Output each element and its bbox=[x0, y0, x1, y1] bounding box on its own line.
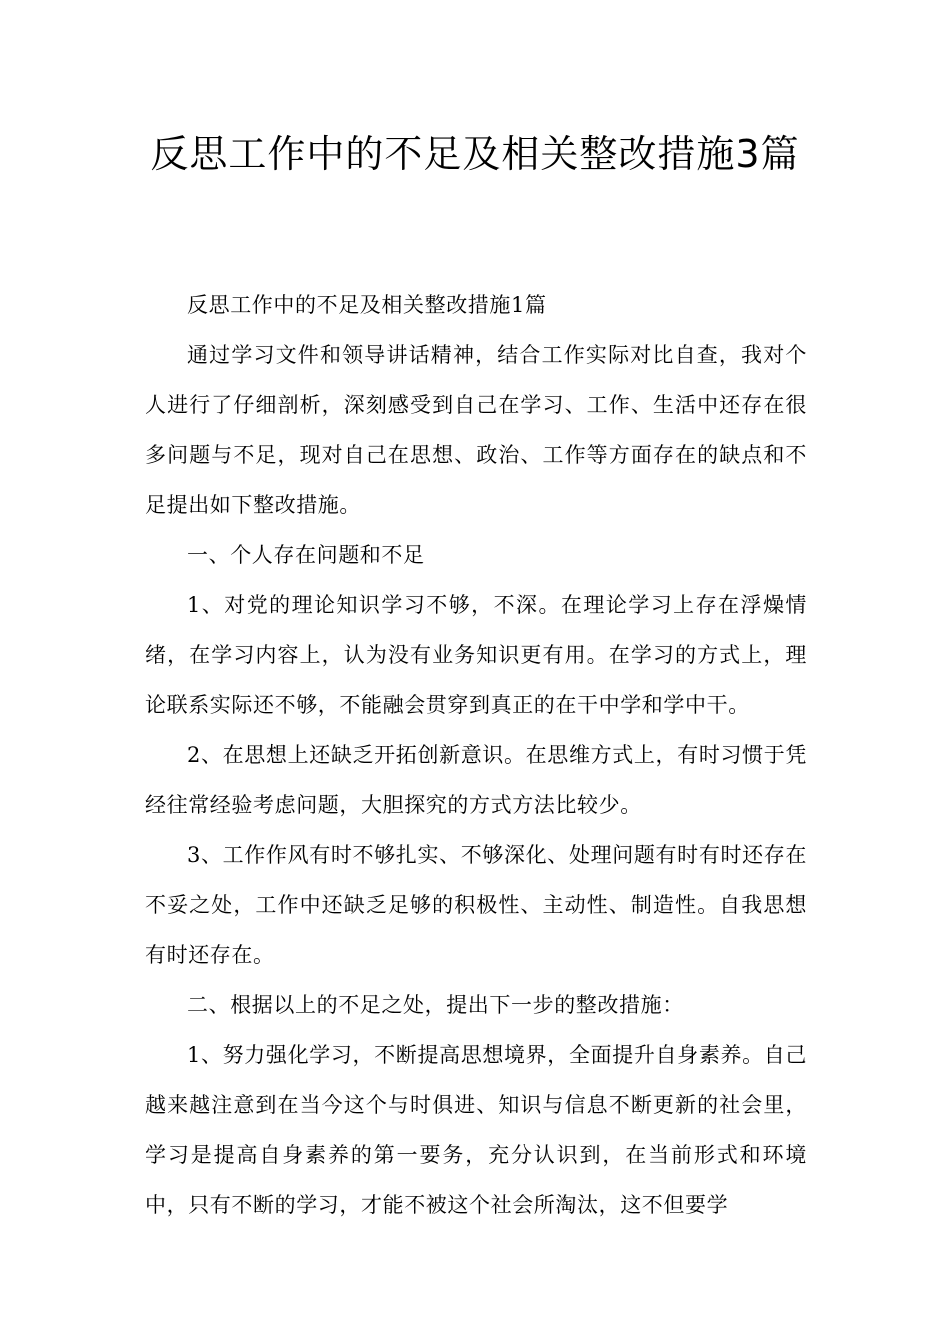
section-heading-1: 反思工作中的不足及相关整改措施1篇 bbox=[187, 293, 547, 317]
section-heading-problems: 一、个人存在问题和不足 bbox=[187, 543, 425, 567]
problem-item-2: 2、在思想上还缺乏开拓创新意识。在思维方式上，有时习惯于凭经往常经验考虑问题，大胆探究的方式方法比较少。 bbox=[145, 743, 807, 817]
section-heading-measures: 二、根据以上的不足之处，提出下一步的整改措施： bbox=[187, 993, 684, 1017]
problem-item-3: 3、工作作风有时不够扎实、不够深化、处理问题有时有时还存在不妥之处，工作中还缺乏足够的积极性、主动性、制造性。自我思想有时还存在。 bbox=[145, 843, 807, 967]
document-body bbox=[145, 280, 807, 1230]
problem-item-1: 1、对党的理论知识学习不够，不深。在理论学习上存在浮燥情绪，在学习内容上，认为没有业务知识更有用。在学习的方式上，理论联系实际还不够，不能融会贯穿到真正的在干中学和学中干。 bbox=[145, 593, 807, 717]
document-title: 反思工作中的不足及相关整改措施3篇 bbox=[150, 132, 800, 176]
intro-paragraph: 通过学习文件和领导讲话精神，结合工作实际对比自查，我对个人进行了仔细剖析，深刻感受到自己在学习、工作、生活中还存在很多问题与不足，现对自己在思想、政治、工作等方面存在的缺点和不足提出如下整改措施。 bbox=[145, 343, 807, 517]
measure-item-1: 1、努力强化学习，不断提高思想境界，全面提升自身素养。自己越来越注意到在当今这个与时俱进、知识与信息不断更新的社会里，学习是提高自身素养的第一要务，充分认识到，在当前形式和环境中，只有不断的学习，才能不被这个社会所淘汰，这不但要学 bbox=[145, 1043, 807, 1217]
